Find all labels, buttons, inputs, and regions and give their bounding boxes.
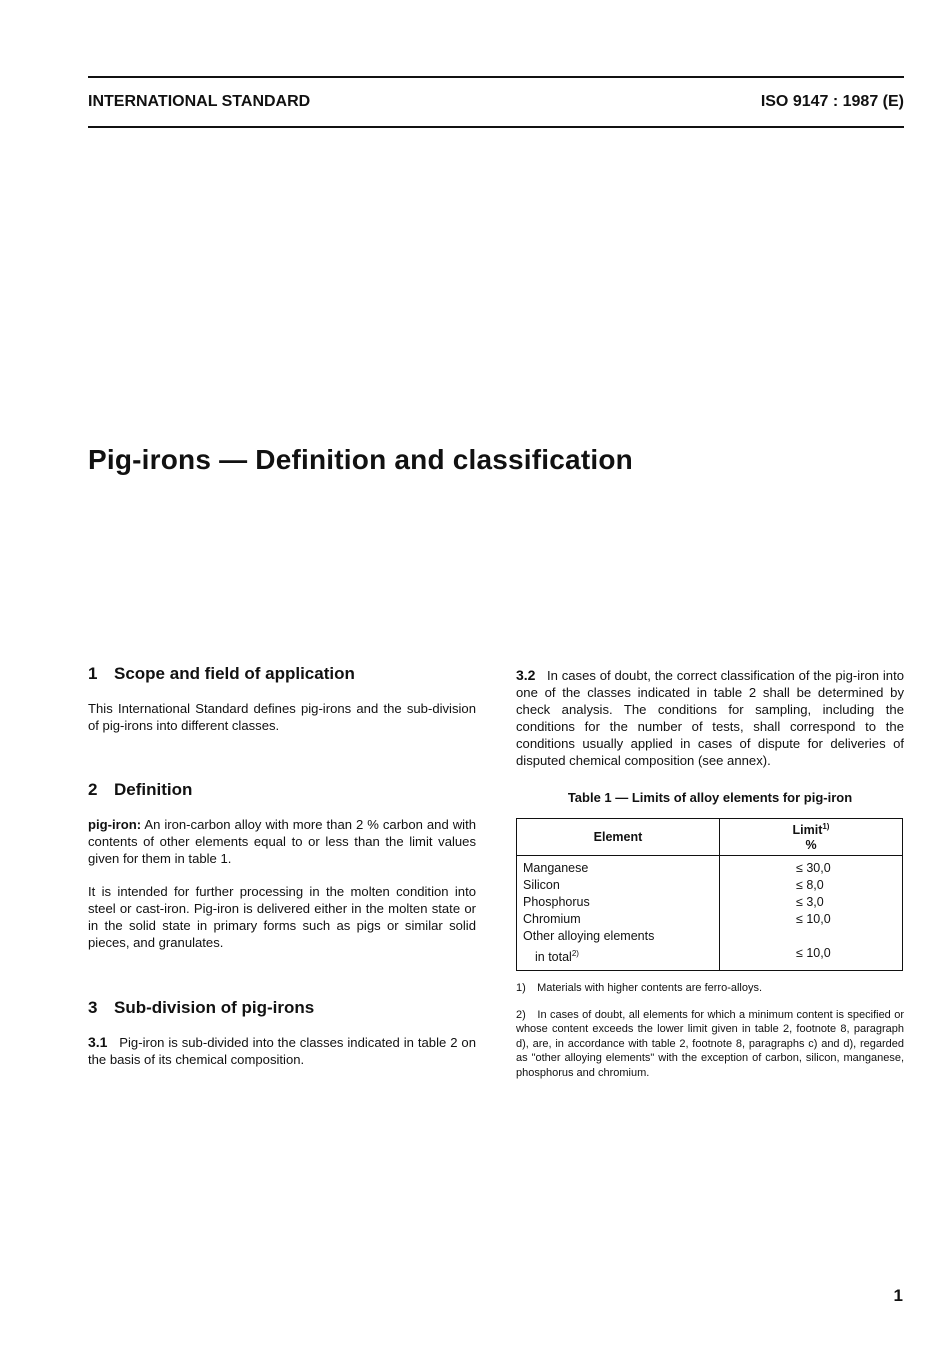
table-row-element-continued	[523, 945, 713, 966]
table-row-limit	[720, 928, 902, 945]
definition-text: An iron-carbon alloy with more than 2 % carbon and with contents of other elements equal to or less than the limit values given for them in table 1.	[88, 817, 476, 866]
table-row-element: Phosphorus	[523, 895, 590, 909]
definition-term: pig-iron:	[88, 817, 142, 832]
clause-3-2-text: In cases of doubt, the correct classification of the pig-iron into one of the classes indicated in table 2 shall be determined by check analysis. The conditions for sampling, including the conditions for the number of tests, shall correspond to the conditions usually applied in cases of dispute for deliveries of disputed chemical composition (see annex).	[516, 668, 904, 768]
table-row-limit: ≤ 30,0	[796, 861, 831, 875]
definition-paragraph	[88, 816, 476, 867]
table-row-limit: ≤ 3,0	[796, 895, 824, 909]
table-row-element: Manganese	[523, 861, 589, 875]
section-3-heading	[88, 998, 476, 1018]
clause-3-1	[88, 1034, 476, 1068]
table-1-caption: Table 1 — Limits of alloy elements for pig-iron	[567, 790, 853, 805]
footnote-2	[516, 1008, 904, 1081]
clause-3-2-number: 3.2	[516, 667, 536, 683]
limit-unit: %	[805, 837, 817, 852]
limit-footnote-ref: 1)	[822, 822, 830, 832]
clause-3-1-number: 3.1	[88, 1034, 108, 1050]
section-2-heading	[88, 780, 476, 800]
limit-column-header	[720, 819, 903, 856]
footnote-1	[516, 981, 904, 996]
limits-table	[516, 818, 903, 971]
header-bottom-rule	[88, 126, 904, 128]
document-title: Pig-irons — Definition and classification	[88, 444, 633, 475]
table-row-limit: ≤ 10,0	[796, 912, 831, 926]
footnote-2-number: 2)	[516, 1008, 526, 1021]
clause-3-2	[516, 667, 904, 769]
element-column-header: Element	[517, 819, 720, 856]
element-cell	[517, 856, 720, 971]
table-row-limit: ≤ 8,0	[796, 878, 824, 892]
page-number: 1	[893, 1286, 903, 1305]
section-1-number: 1	[88, 664, 98, 683]
section-2-number: 2	[88, 780, 98, 799]
table-header-row	[517, 819, 903, 856]
table-row-element: Chromium	[523, 912, 581, 926]
standard-number: ISO 9147 : 1987 (E)	[760, 93, 904, 110]
standard-type-label: INTERNATIONAL STANDARD	[88, 93, 311, 110]
footnote-2-text: In cases of doubt, all elements for which a minimum content is specified or whose content exceeds the lower limit given in table 2, footnote 8, paragraph d), are, in accordance with table 2, footnote 8, paragraphs c) and d), regarded as "other alloying elements" with the exception of carbon, silicon, manganese, phosphorus and chromium.	[516, 1008, 904, 1079]
section-1-paragraph: This International Standard defines pig-irons and the sub-division of pig-irons into different classes.	[88, 701, 476, 733]
table-row-element: Silicon	[523, 878, 560, 892]
section-2-paragraph-2: It is intended for further processing in the molten condition into steel or cast-iron. Pig-iron is delivered either in the molten state or in the solid state in primary forms such as pigs or similar solid pieces, and granulates.	[88, 884, 476, 950]
section-1-heading	[88, 664, 476, 684]
section-3-title: Sub-division of pig-irons	[114, 998, 315, 1017]
footnote-1-number: 1)	[516, 982, 526, 995]
table-row-element: Other alloying elements	[523, 929, 655, 943]
table-row-limit: ≤ 10,0	[796, 946, 831, 960]
footnote-1-text: Materials with higher contents are ferro-alloys.	[537, 982, 763, 995]
section-1-title: Scope and field of application	[114, 664, 355, 683]
left-column	[88, 664, 476, 1068]
limit-label: Limit	[792, 823, 823, 838]
clause-3-1-text: Pig-iron is sub-divided into the classes indicated in table 2 on the basis of its chemical composition.	[88, 1035, 476, 1067]
section-2-title: Definition	[114, 780, 193, 799]
limit-cell	[720, 856, 903, 971]
in-total-footnote-ref: 2)	[571, 949, 579, 958]
in-total-label: in total	[535, 950, 572, 965]
right-column	[516, 667, 904, 1080]
header-top-rule	[88, 76, 904, 78]
section-3-number: 3	[88, 998, 98, 1017]
table-body-row	[517, 856, 903, 971]
